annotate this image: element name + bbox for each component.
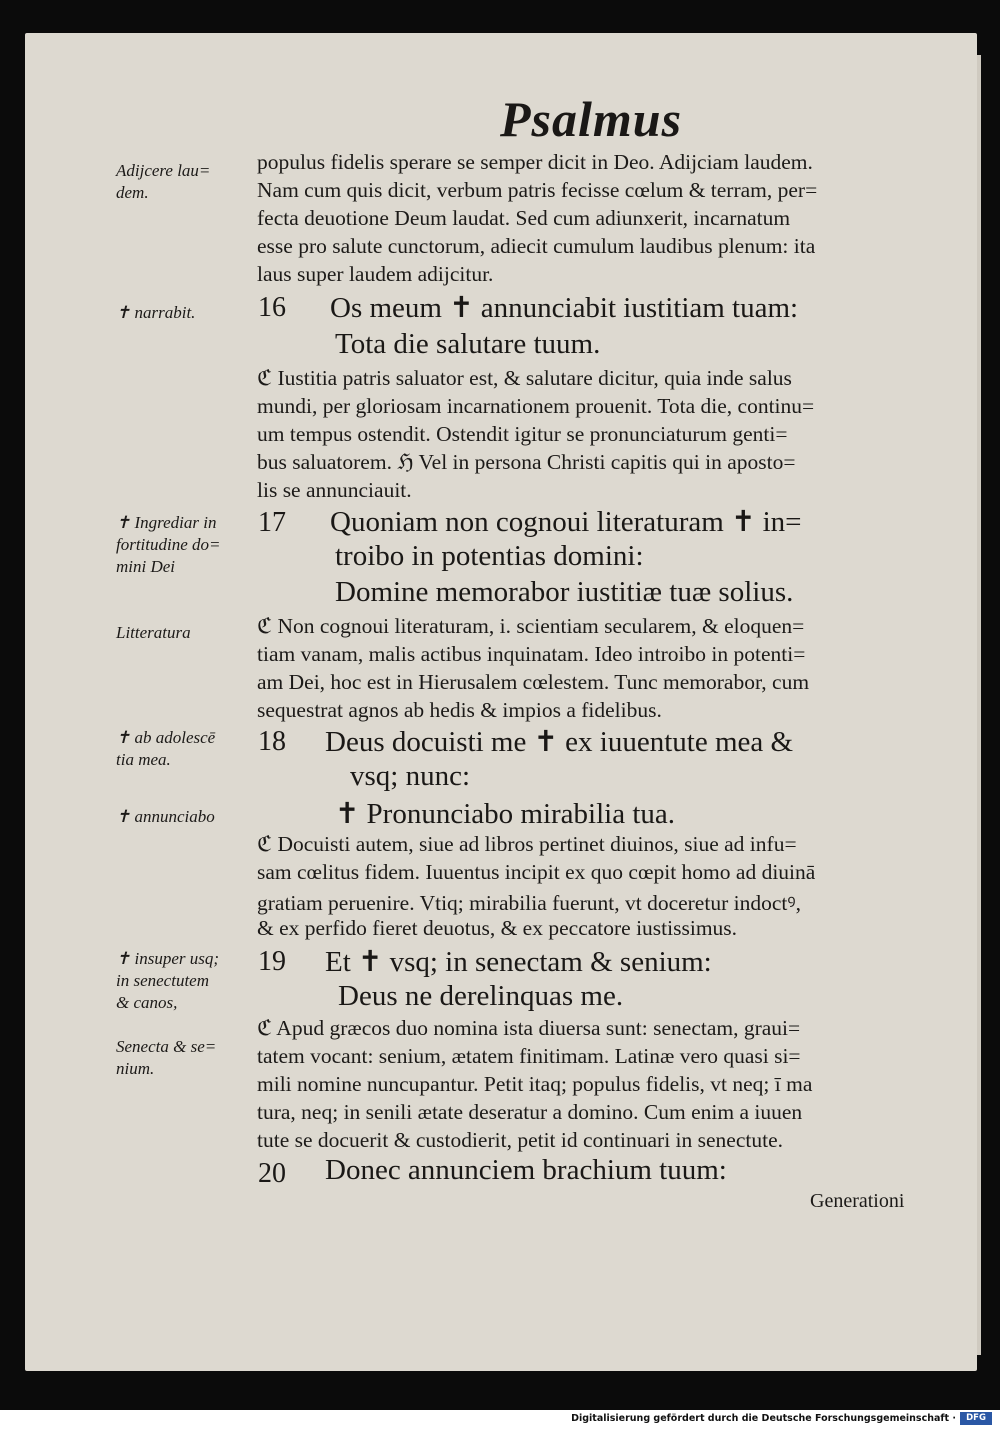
margin-note-line: & canos, xyxy=(116,993,178,1012)
margin-note-ingrediar xyxy=(116,512,251,578)
margin-note-laudem xyxy=(116,160,251,204)
margin-note-line: Senecta & se= xyxy=(116,1037,217,1056)
comment-line: ℭ Apud græcos duo nomina ista diuersa sunt: senectam, graui= xyxy=(257,1016,801,1040)
comment-line: lis se annunciauit. xyxy=(257,478,412,502)
comment-line: ℭ Non cognoui literaturam, i. scientiam secularem, & eloquen= xyxy=(257,614,805,638)
margin-note-line: nium. xyxy=(116,1059,155,1078)
comment-line: ℭ Docuisti autem, siue ad libros pertinet diuinos, siue ad infu= xyxy=(257,832,797,856)
comment-line: gratiam peruenire. Vtiq; mirabilia fuerunt, vt doceretur indoctꝰ, xyxy=(257,891,801,915)
comment-line: & ex perfido fieret deuotus, & ex peccatore iustissimus. xyxy=(257,916,738,940)
margin-note-annunciabo xyxy=(116,806,251,828)
margin-note-line: ✝ narrabit. xyxy=(116,303,196,322)
verse-line: Domine memorabor iustitiæ tuæ solius. xyxy=(335,576,794,608)
margin-note-litteratura xyxy=(116,622,251,644)
margin-note-adolescentia xyxy=(116,727,251,771)
verse-line: Tota die salutare tuum. xyxy=(335,328,601,360)
comment-line: sequestrat agnos ab hedis & impios a fidelibus. xyxy=(257,698,662,722)
verse-number: 16 xyxy=(258,292,286,323)
margin-note-insuper xyxy=(116,948,251,1014)
comment-line: am Dei, hoc est in Hierusalem cœlestem. Tunc memorabor, cum xyxy=(257,670,810,694)
comment-line: tatem vocant: senium, ætatem finitimam. Latinæ vero quasi si= xyxy=(257,1044,801,1068)
margin-note-line: ✝ insuper usq; xyxy=(116,949,220,968)
comment-line: esse pro salute cunctorum, adiecit cumulum laudibus plenum: ita xyxy=(257,234,816,258)
margin-note-line: ✝ annunciabo xyxy=(116,807,215,826)
verse-line: ✝ Pronunciabo mirabilia tua. xyxy=(335,798,675,830)
comment-line: sam cœlitus fidem. Iuuentus incipit ex quo cœpit homo ad diuinā xyxy=(257,860,816,884)
margin-note-line: ✝ Ingrediar in xyxy=(116,513,217,532)
comment-line: bus saluatorem. ℌ Vel in persona Christi capitis qui in aposto= xyxy=(257,450,796,474)
margin-note-line: tia mea. xyxy=(116,750,171,769)
comment-line: populus fidelis sperare se semper dicit in Deo. Adijciam laudem. xyxy=(257,150,813,174)
verse-number: 19 xyxy=(258,946,286,977)
dfg-logo-icon: DFG xyxy=(960,1412,992,1425)
catchword: Generationi xyxy=(810,1190,905,1212)
verse-line: Et ✝ vsq; in senectam & senium: xyxy=(325,946,712,978)
verse-number: 18 xyxy=(258,726,286,757)
comment-line: tiam vanam, malis actibus inquinatam. Ideo introibo in potenti= xyxy=(257,642,806,666)
margin-note-line: dem. xyxy=(116,183,149,202)
comment-line: Nam cum quis dicit, verbum patris fecisse cœlum & terram, per= xyxy=(257,178,818,202)
verse-number: 20 xyxy=(258,1158,286,1189)
verse-line: Donec annunciem brachium tuum: xyxy=(325,1154,727,1186)
margin-note-line: Litteratura xyxy=(116,623,191,642)
margin-note-senecta xyxy=(116,1036,251,1080)
verse-line: Deus docuisti me ✝ ex iuuentute mea & xyxy=(325,726,794,758)
verse-line: troibo in potentias domini: xyxy=(335,540,644,572)
verse-line: Os meum ✝ annunciabit iustitiam tuam: xyxy=(330,292,799,324)
margin-note-line: fortitudine do= xyxy=(116,535,221,554)
comment-line: um tempus ostendit. Ostendit igitur se pronunciaturum genti= xyxy=(257,422,788,446)
comment-line: laus super laudem adijcitur. xyxy=(257,262,494,286)
comment-line: tura, neq; in senili ætate deseratur a domino. Cum enim a iuuen xyxy=(257,1100,803,1124)
verse-line: vsq; nunc: xyxy=(350,760,471,792)
comment-line: tute se docuerit & custodierit, petit id continuari in senectute. xyxy=(257,1128,784,1152)
margin-note-line: mini Dei xyxy=(116,557,176,576)
verse-line: Quoniam non cognoui literaturam ✝ in= xyxy=(330,506,802,538)
margin-note-line: Adijcere lau= xyxy=(116,161,211,180)
margin-note-line: ✝ ab adolescē xyxy=(116,728,216,747)
comment-line: fecta deuotione Deum laudat. Sed cum adiunxerit, incarnatum xyxy=(257,206,791,230)
funding-notice: Digitalisierung gefördert durch die Deutsche Forschungsgemeinschaft · xyxy=(571,1413,956,1424)
verse-number: 17 xyxy=(258,507,286,538)
comment-line: mundi, per gloriosam incarnationem prouenit. Tota die, continu= xyxy=(257,394,815,418)
page-title: Psalmus xyxy=(500,91,683,147)
margin-note-narrabit xyxy=(116,302,251,324)
margin-note-line: in senectutem xyxy=(116,971,209,990)
verse-line: Deus ne derelinquas me. xyxy=(338,980,624,1012)
comment-line: ℭ Iustitia patris saluator est, & salutare dicitur, quia inde salus xyxy=(257,366,792,390)
comment-line: mili nomine nuncupantur. Petit itaq; populus fidelis, vt neq; ī ma xyxy=(257,1072,813,1096)
